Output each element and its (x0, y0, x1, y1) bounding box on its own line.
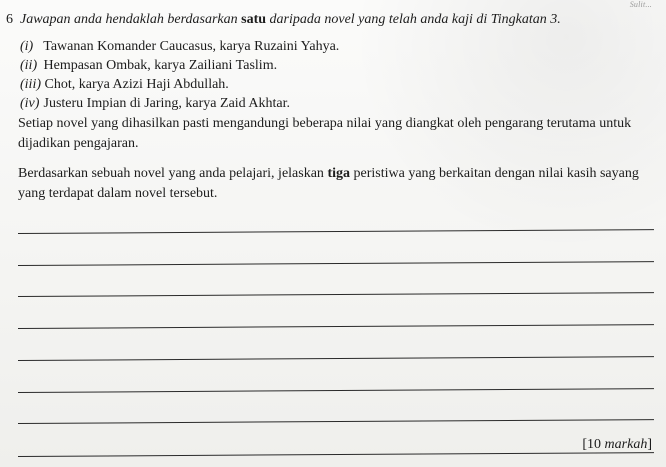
marks-label (582, 437, 652, 453)
option-number: (iv) (20, 96, 40, 111)
novel-option (20, 56, 339, 75)
option-number: (ii) (20, 58, 38, 73)
answer-line[interactable] (18, 324, 654, 329)
answer-line[interactable] (18, 452, 654, 457)
answer-line[interactable] (18, 229, 654, 234)
novel-option (20, 37, 339, 56)
task-text-before: Berdasarkan sebuah novel yang anda pelajari, jelaskan (18, 166, 328, 181)
context-paragraph: Setiap novel yang dihasilkan pasti mengandungi beberapa nilai yang diangkat oleh pengarang terutama untuk dijadikan pengajaran. (18, 116, 632, 151)
instruction-text-after: daripada novel yang telah anda kaji di Tingkatan 3. (266, 12, 561, 27)
option-text: Chot, karya Azizi Haji Abdullah. (44, 77, 229, 92)
instruction-text-bold: satu (241, 12, 267, 27)
answer-line[interactable] (18, 356, 654, 361)
option-number: (i) (20, 39, 34, 54)
question-number: 6 (6, 12, 13, 27)
instruction-text-before: Jawapan anda hendaklah berdasarkan (20, 12, 242, 27)
task-paragraph (18, 164, 658, 204)
novel-option (20, 75, 339, 94)
answer-line[interactable] (18, 292, 654, 297)
marks-suffix: ] (647, 437, 652, 452)
option-text: Justeru Impian di Jaring, karya Zaid Akhtar. (43, 96, 290, 111)
novel-options-list (20, 37, 339, 113)
answer-line[interactable] (18, 261, 654, 266)
novel-option (20, 94, 339, 113)
marks-word: markah (604, 437, 648, 452)
task-text-bold: tiga (327, 166, 350, 181)
answer-line[interactable] (18, 419, 654, 424)
option-text: Tawanan Komander Caucasus, karya Ruzaini Yahya. (43, 39, 340, 54)
task-text-after: peristiwa yang berkaitan dengan nilai kasih sayang yang terdapat dalam novel tersebut. (18, 166, 639, 201)
corner-mark: Sulit... (629, 0, 652, 9)
question-instruction (20, 12, 640, 28)
option-number: (iii) (20, 77, 41, 92)
answer-line[interactable] (18, 388, 654, 393)
marks-prefix: [10 (582, 437, 605, 452)
option-text: Hempasan Ombak, karya Zailiani Taslim. (43, 58, 278, 73)
